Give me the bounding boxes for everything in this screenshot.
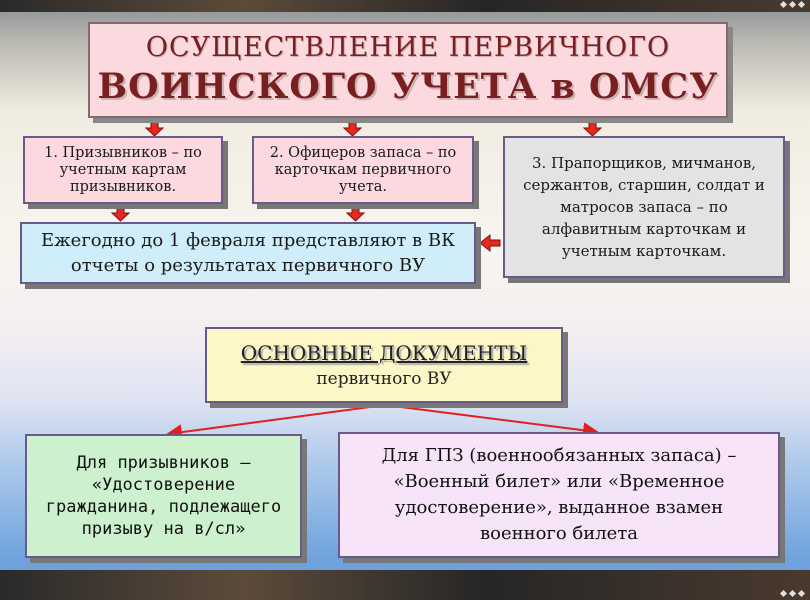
arrow-title-to-box1 <box>146 120 163 136</box>
line-docs-to-right <box>385 405 597 432</box>
main-documents-box <box>205 327 563 403</box>
arrow-title-to-box3 <box>584 120 601 136</box>
officers-box <box>252 136 474 204</box>
conscripts-text: 1. Призывников – по учетным картам призывников. <box>44 144 202 195</box>
arrow-title-to-box2 <box>344 120 361 136</box>
documents-title: ОСНОВНЫЕ ДОКУМЕНТЫ <box>240 341 528 365</box>
main-title-box <box>88 22 728 118</box>
title-line-2: ВОИНСКОГО УЧЕТА в ОМСУ <box>97 66 719 107</box>
corner-bullets <box>781 2 804 7</box>
conscripts-box <box>23 136 223 204</box>
documents-subtitle: первичного ВУ <box>316 369 452 389</box>
officers-text: 2. Офицеров запаса – по карточкам первичного учета. <box>269 144 457 195</box>
arrow-box3-to-report <box>480 235 500 251</box>
bottom-band <box>0 570 810 600</box>
line-docs-to-left <box>168 405 385 434</box>
reserve-text: 3. Прапорщиков, мичманов, сержантов, старшин, солдат и матросов запаса – по алфавитным карточкам и учетным карточкам. <box>523 154 765 260</box>
top-band <box>0 0 810 12</box>
arrow-box2-to-report <box>347 206 364 221</box>
title-line-1: ОСУЩЕСТВЛЕНИЕ ПЕРВИЧНОГО <box>145 32 671 63</box>
corner-bullets-bottom <box>781 591 804 596</box>
arrow-box1-to-report <box>112 206 129 221</box>
conscript-document-box <box>25 434 302 558</box>
annual-report-text: Ежегодно до 1 февраля представляют в ВК отчеты о результатах первичного ВУ <box>40 230 456 276</box>
reserve-document-box <box>338 432 780 558</box>
conscript-document-text: Для призывников – «Удостоверение гражданина, подлежащего призыву на в/сл» <box>45 453 282 539</box>
reserve-box <box>503 136 785 278</box>
reserve-document-text: Для ГПЗ (военнообязанных запаса) – «Военный билет» или «Временное удостоверение», выданное взамен военного билета <box>381 445 737 544</box>
annual-report-box <box>20 222 476 284</box>
